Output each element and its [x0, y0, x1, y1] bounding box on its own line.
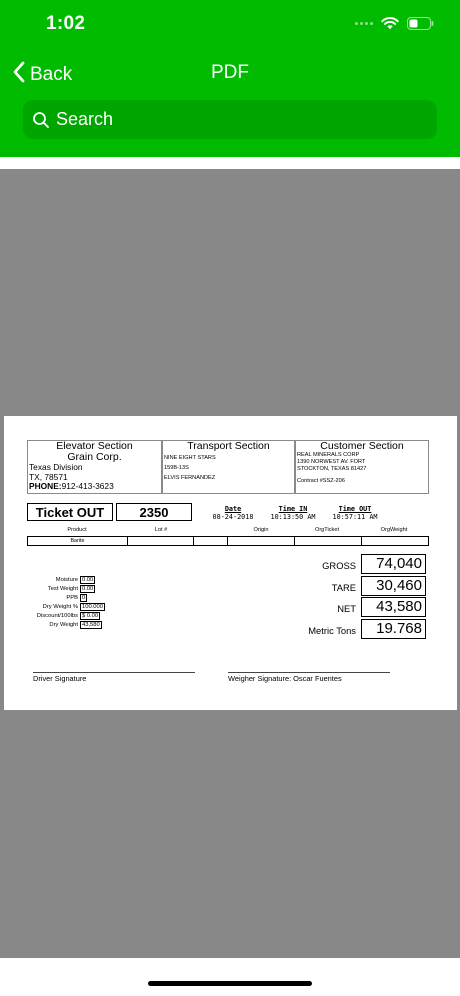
transport-truck: 159B-13S	[164, 465, 189, 471]
home-indicator[interactable]	[148, 981, 312, 986]
battery-icon	[407, 17, 434, 30]
nav-header	[0, 0, 460, 157]
elevator-phone: PHONE:912-413-3623	[29, 481, 114, 491]
weigher-signature-line	[228, 672, 390, 673]
tare-label: TARE	[331, 582, 356, 593]
time-in-value: 10:13:50 AM	[270, 513, 316, 521]
date-label: Date	[224, 505, 242, 513]
column-header-product: Product	[67, 527, 87, 533]
driver-signature-label: Driver Signature	[33, 674, 87, 683]
transport-section-title: Transport Section	[187, 440, 270, 452]
page-title: PDF	[211, 62, 249, 83]
ppb-value: 0	[82, 595, 86, 601]
date-block	[208, 505, 258, 521]
cellular-signal-icon	[355, 22, 373, 25]
ticket-type-label: Ticket OUT	[27, 503, 113, 521]
customer-section-title: Customer Section	[320, 440, 404, 452]
column-header-org-weight: OrgWeight	[380, 527, 408, 533]
test-weight-value: 0.00	[82, 586, 94, 592]
cell-product: Barite	[27, 536, 128, 546]
elevator-division: Texas Division	[29, 462, 83, 472]
metric-tons-label: Metric Tons	[308, 625, 356, 636]
ppb-label: PPB	[66, 595, 78, 601]
time-in-label: Time IN	[278, 505, 308, 513]
search-field[interactable]	[23, 100, 437, 139]
gross-value: 74,040	[361, 554, 426, 574]
cell-blank	[193, 536, 228, 546]
time-out-label: Time OUT	[338, 505, 372, 513]
date-value: 08-24-2018	[212, 513, 254, 521]
customer-name: REAL MINERALS CORP	[297, 452, 360, 458]
elevator-address: TX, 78571	[29, 471, 68, 482]
moisture-label: Moisture	[55, 577, 78, 583]
wifi-icon	[381, 16, 399, 30]
customer-contract: Contract #SSZ-206	[297, 478, 345, 484]
net-value: 43,580	[361, 597, 426, 617]
moisture-value: 0.00	[82, 577, 94, 583]
elevator-section	[27, 440, 162, 494]
elevator-company: Grain Corp.	[67, 451, 122, 463]
ticket-number: 2350	[116, 503, 192, 521]
weigher-signature-label: Weigher Signature: Oscar Fuentes	[228, 674, 342, 683]
discount-value: $ 0.00	[82, 613, 99, 619]
back-button-label: Back	[30, 63, 73, 85]
time-out-block	[328, 505, 382, 521]
customer-section	[295, 440, 429, 494]
cell-org-weight	[361, 536, 429, 546]
dry-weight-pct-value: 100.000	[82, 604, 103, 610]
cell-lot	[127, 536, 194, 546]
column-header-org-ticket: OrgTicket	[314, 527, 340, 533]
driver-signature-line	[33, 672, 195, 673]
discount-label: Discount/100lbs	[36, 613, 78, 619]
cell-org-ticket	[294, 536, 362, 546]
pdf-viewer[interactable]	[0, 169, 460, 958]
search-icon	[32, 111, 50, 129]
gross-label: GROSS	[322, 560, 356, 571]
time-out-value: 10:57:11 AM	[332, 513, 378, 521]
elevator-section-title: Elevator Section	[56, 440, 133, 452]
dry-weight-pct-label: Dry Weight %	[42, 604, 78, 610]
metric-tons-value: 19.768	[361, 619, 426, 639]
status-time: 1:02	[46, 13, 86, 34]
pdf-page-ticket	[4, 416, 457, 710]
test-weight-label: Test Weight	[47, 586, 78, 592]
time-in-block	[266, 505, 320, 521]
column-header-origin: Origin	[253, 527, 269, 533]
net-label: NET	[337, 603, 356, 614]
tare-value: 30,460	[361, 576, 426, 596]
cell-origin	[227, 536, 295, 546]
transport-driver: ELVIS FERNANDEZ	[164, 475, 216, 481]
dry-weight-label: Dry Weight	[49, 622, 78, 628]
search-input[interactable]	[56, 109, 416, 130]
dry-weight-value: 43,580	[82, 622, 100, 628]
customer-address: 1390 NORWEST AV. FORT	[297, 459, 366, 465]
status-indicators	[355, 16, 434, 30]
transport-carrier: NINE EIGHT STARS	[164, 455, 216, 461]
column-header-lot: Lot #	[154, 527, 168, 533]
customer-city: STOCKTON, TEXAS 81427	[297, 466, 367, 472]
transport-section	[162, 440, 295, 494]
